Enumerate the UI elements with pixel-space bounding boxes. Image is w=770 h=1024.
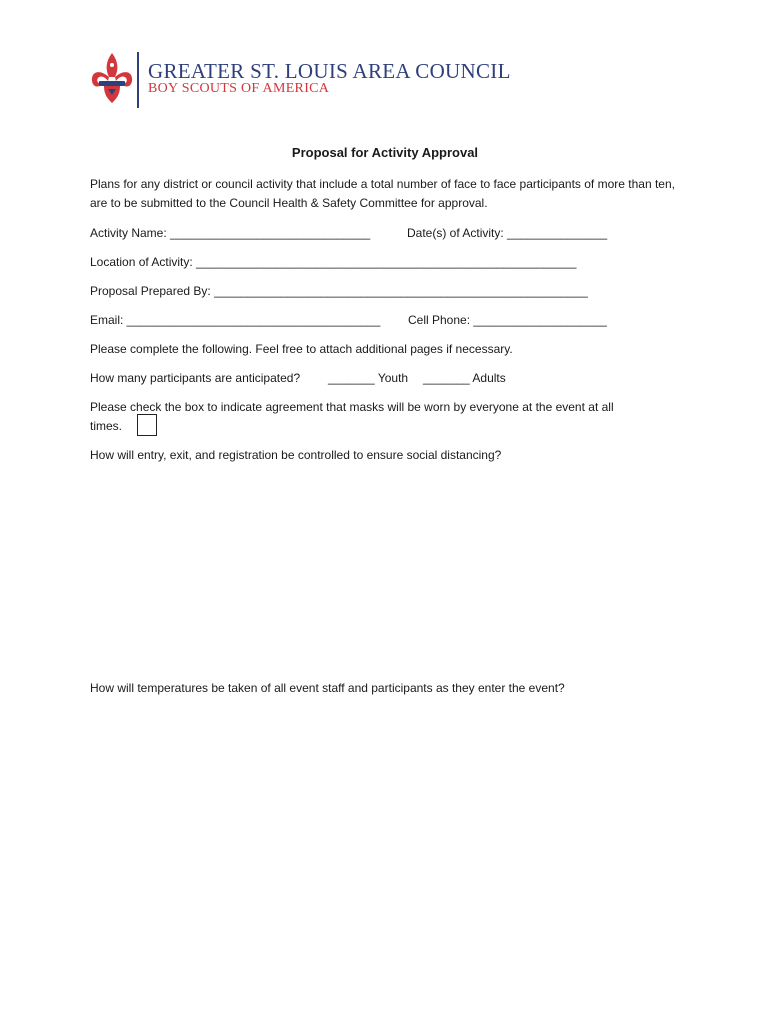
council-name: GREATER ST. LOUIS AREA COUNCIL: [148, 59, 511, 83]
location-field[interactable]: Location of Activity: _________________________________________________________: [90, 255, 577, 269]
email-field[interactable]: Email: ______________________________________: [90, 313, 381, 327]
organization-subtitle: BOY SCOUTS OF AMERICA: [148, 81, 330, 96]
activity-name-field[interactable]: Activity Name: ______________________________: [90, 226, 371, 240]
cell-phone-field[interactable]: Cell Phone: ____________________: [408, 313, 607, 327]
form-title: Proposal for Activity Approval: [291, 145, 479, 160]
masks-agreement-text-cont: times.: [90, 419, 123, 433]
participants-question: How many participants are anticipated?: [90, 371, 301, 385]
youth-count-field[interactable]: _______ Youth: [328, 371, 409, 385]
prepared-by-field[interactable]: Proposal Prepared By: ________________________________________________________: [90, 284, 588, 298]
temperature-question: How will temperatures be taken of all event staff and participants as they enter the event?: [90, 681, 565, 695]
fleur-de-lis-logo-icon: [88, 51, 136, 107]
entry-control-question: How will entry, exit, and registration be controlled to ensure social distancing?: [90, 448, 502, 462]
instructions-text: Please complete the following. Feel free to attach additional pages if necessary.: [90, 342, 513, 356]
logo-divider: [137, 52, 139, 108]
activity-dates-field[interactable]: Date(s) of Activity: _______________: [407, 226, 608, 240]
masks-agreement-checkbox[interactable]: [137, 414, 157, 436]
intro-paragraph: Plans for any district or council activity that include a total number of face to face participants of more than ten, are to be submitted to the Council Health & Safety Committee for approval.: [90, 177, 675, 210]
temperature-answer-area[interactable]: [90, 703, 680, 953]
adults-count-field[interactable]: _______ Adults: [423, 371, 506, 385]
council-header: [88, 48, 511, 110]
masks-agreement-text: Please check the box to indicate agreement that masks will be worn by everyone at the event at all: [90, 400, 614, 414]
entry-control-answer-area[interactable]: [90, 470, 680, 670]
